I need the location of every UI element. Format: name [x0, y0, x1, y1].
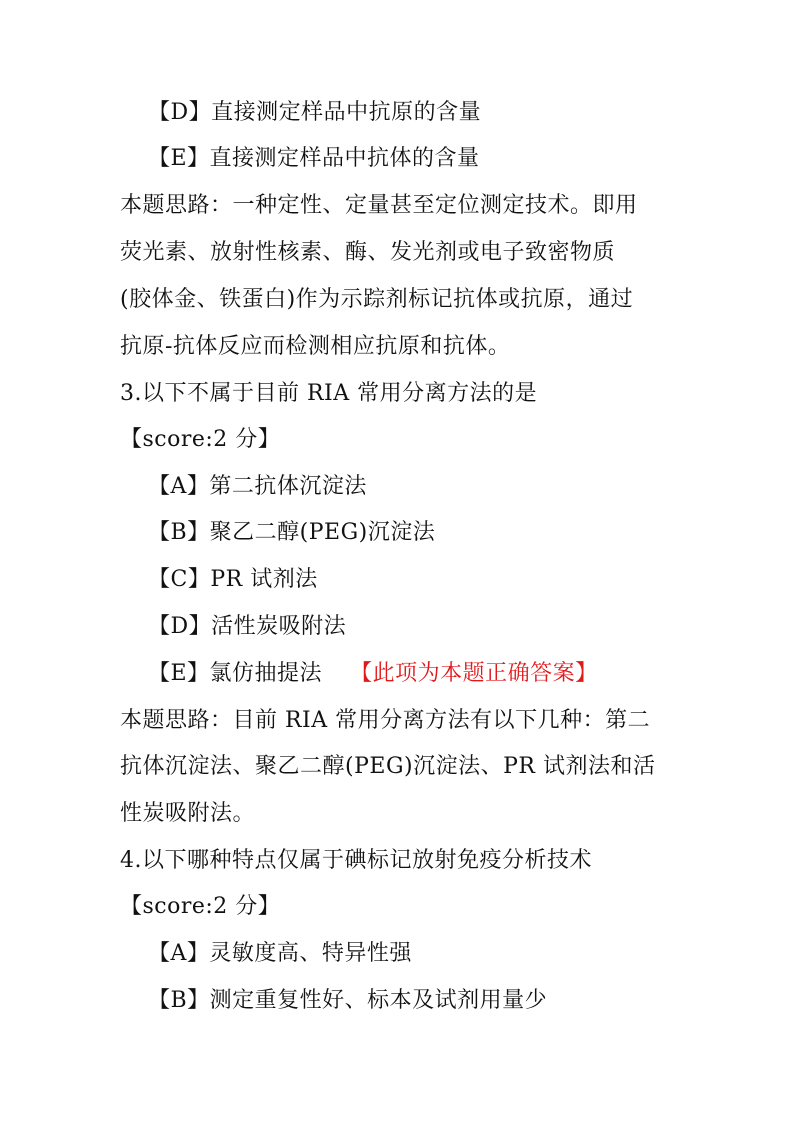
option-e-q3-text: 【E】氯仿抽提法: [148, 661, 323, 686]
explanation-line: 荧光素、放射性核素、酶、发光剂或电子致密物质: [120, 240, 616, 265]
option-a-q4: 【A】灵敏度高、特异性强: [148, 941, 412, 966]
option-b-q3: 【B】聚乙二醇(PEG)沉淀法: [148, 520, 436, 545]
question-4-title: 4.以下哪种特点仅属于碘标记放射免疫分析技术: [120, 848, 592, 873]
option-b-q4: 【B】测定重复性好、标本及试剂用量少: [148, 988, 548, 1013]
option-c-q3: 【C】PR 试剂法: [148, 567, 318, 592]
question-3-title: 3.以下不属于目前 RIA 常用分离方法的是: [120, 381, 538, 406]
option-e-q3: [148, 659, 598, 689]
explanation-line: 本题思路：目前 RIA 常用分离方法有以下几种：第二: [120, 708, 651, 733]
option-d-q3: 【D】活性炭吸附法: [148, 614, 347, 639]
option-e-q2: 【E】直接测定样品中抗体的含量: [148, 146, 480, 171]
explanation-line: 性炭吸附法。: [120, 801, 256, 826]
question-3-score: 【score:2 分】: [120, 427, 281, 452]
option-d-q2: 【D】直接测定样品中抗原的含量: [148, 100, 482, 125]
explanation-line: 抗体沉淀法、聚乙二醇(PEG)沉淀法、PR 试剂法和活: [120, 754, 656, 779]
correct-answer-note: 【此项为本题正确答案】: [350, 661, 598, 686]
option-a-q3: 【A】第二抗体沉淀法: [148, 474, 367, 499]
explanation-line: 抗原-抗体反应而检测相应抗原和抗体。: [120, 334, 511, 359]
question-4-score: 【score:2 分】: [120, 894, 281, 919]
explanation-line: (胶体金、铁蛋白)作为示踪剂标记抗体或抗原，通过: [120, 287, 634, 312]
explanation-line: 本题思路：一种定性、定量甚至定位测定技术。即用: [120, 193, 638, 218]
